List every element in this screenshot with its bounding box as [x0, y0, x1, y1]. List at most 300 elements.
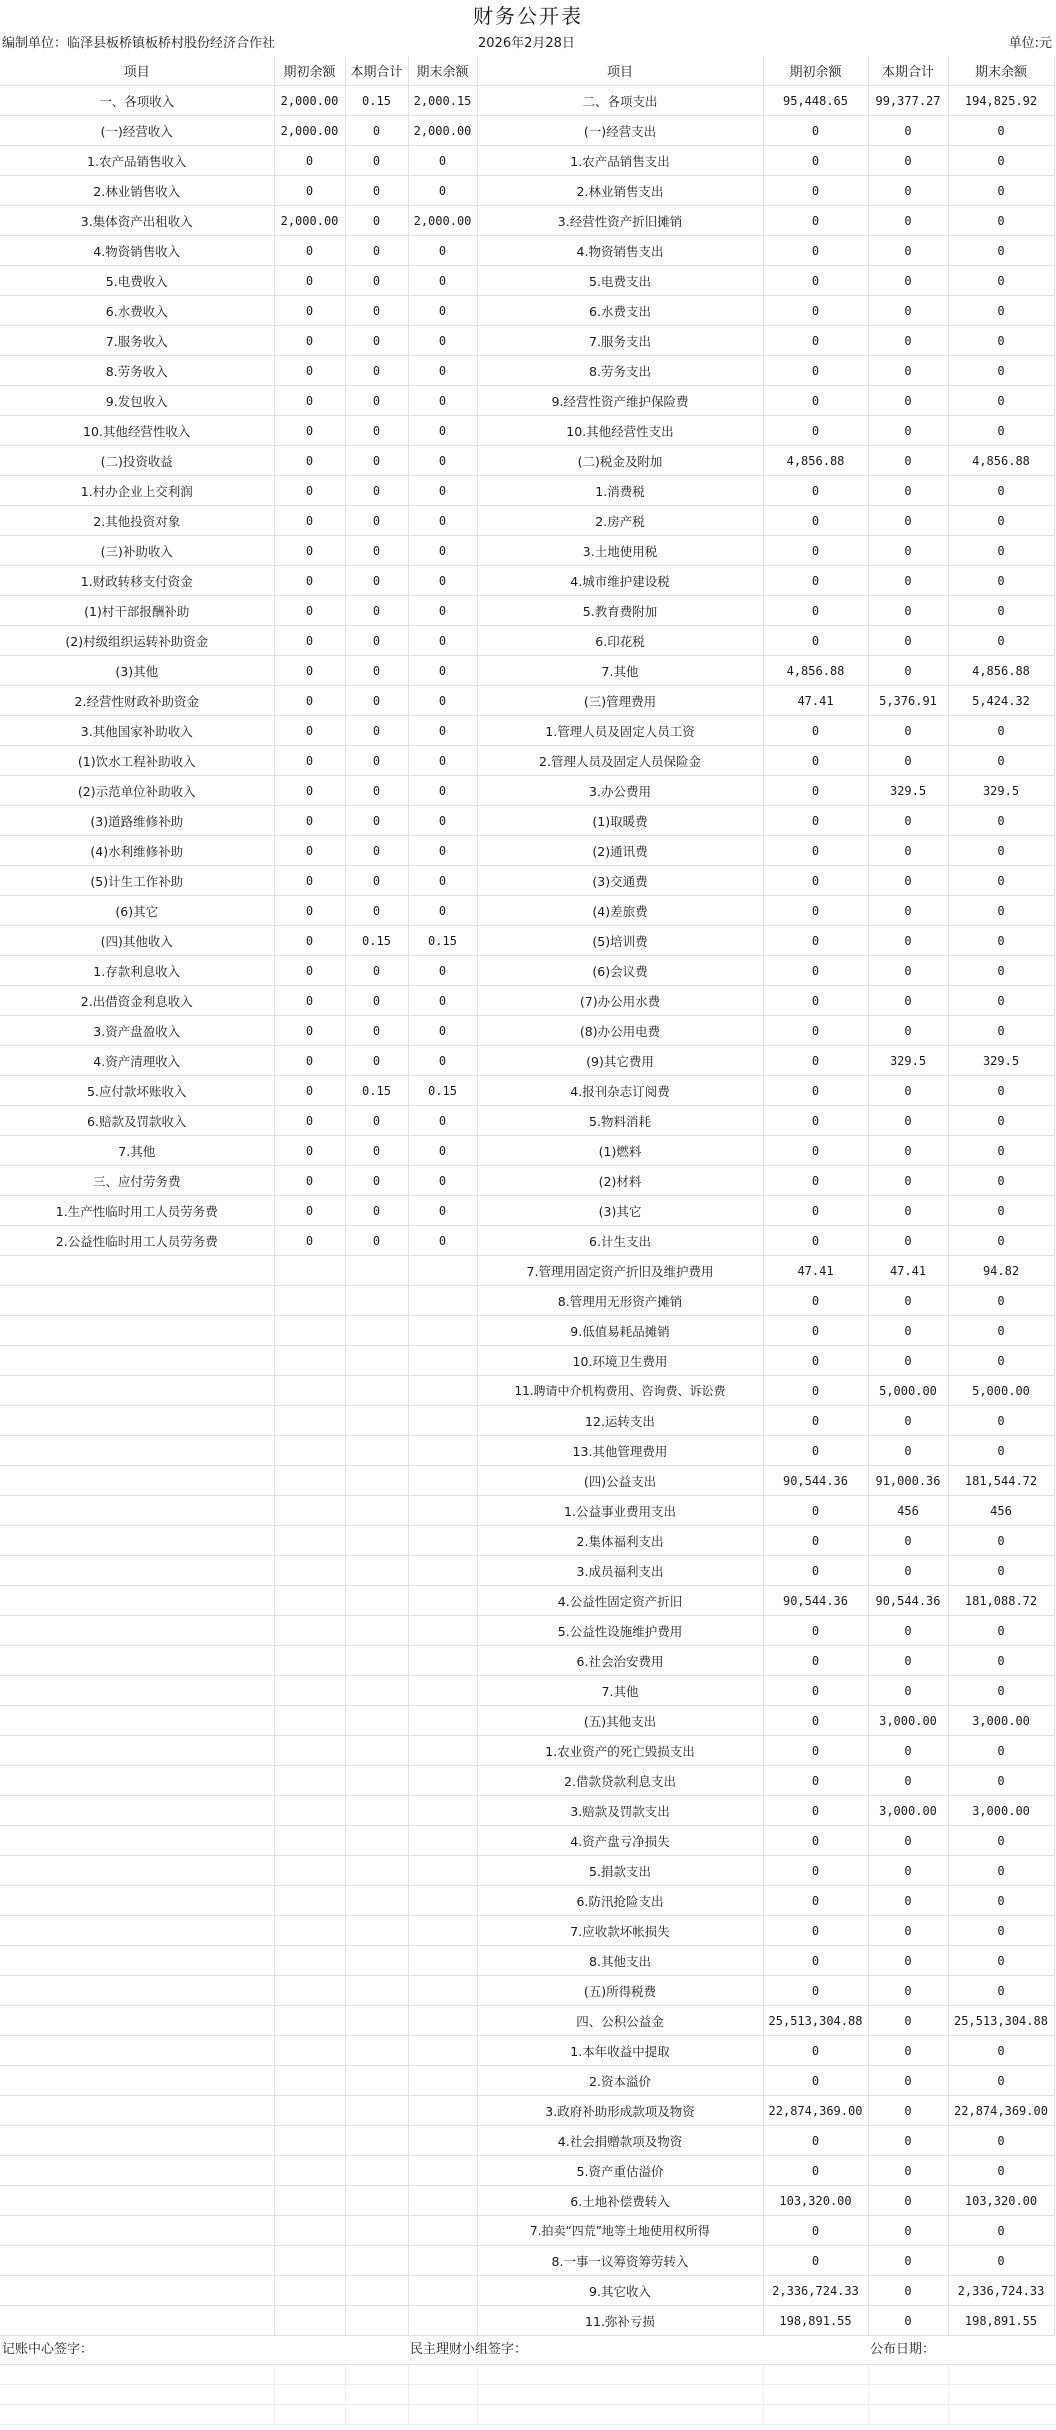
income-item-cell: 10.其他经营性收入: [0, 416, 274, 446]
expense-item-cell: 3.土地使用税: [477, 536, 763, 566]
expense-period-cell: 0: [868, 1976, 948, 2006]
expense-begin-cell: 0: [763, 176, 868, 206]
expense-item-cell: 8.一事一议筹资筹劳转入: [477, 2246, 763, 2276]
expense-item-cell: (2)通讯费: [477, 836, 763, 866]
table-row: [0, 2306, 1054, 2336]
table-row: [0, 2066, 1054, 2096]
income-item-cell: (四)其他收入: [0, 926, 274, 956]
income-begin-cell: 0: [274, 986, 345, 1016]
table-row: [0, 746, 1054, 776]
income-end-cell: 0: [408, 266, 477, 296]
income-period-cell: 0: [345, 1016, 408, 1046]
table-row: [0, 476, 1054, 506]
expense-begin-cell: 0: [763, 1286, 868, 1316]
expense-item-cell: 4.公益性固定资产折旧: [477, 1586, 763, 1616]
expense-period-cell: 0: [868, 1676, 948, 1706]
table-row: [0, 1586, 1054, 1616]
empty-cell: [0, 1286, 274, 1316]
expense-item-cell: 5.捐款支出: [477, 1856, 763, 1886]
expense-begin-cell: 0: [763, 1346, 868, 1376]
expense-item-cell: 9.经营性资产维护保险费: [477, 386, 763, 416]
empty-cell: [408, 1976, 477, 2006]
expense-end-cell: 0: [948, 866, 1054, 896]
empty-cell: [345, 2066, 408, 2096]
empty-cell: [408, 1556, 477, 1586]
income-item-cell: (3)道路维修补助: [0, 806, 274, 836]
table-row: [0, 656, 1054, 686]
income-end-cell: 2,000.15: [408, 86, 477, 116]
expense-end-cell: 3,000.00: [948, 1706, 1054, 1736]
income-begin-cell: 0: [274, 1046, 345, 1076]
expense-period-cell: 0: [868, 1016, 948, 1046]
organization-label: 编制单位：临泽县板桥镇板桥村股份经济合作社: [2, 36, 276, 51]
empty-cell: [345, 1976, 408, 2006]
empty-cell: [0, 2126, 274, 2156]
table-row: [0, 2126, 1054, 2156]
expense-end-cell: 181,088.72: [948, 1586, 1054, 1616]
table-row: [0, 626, 1054, 656]
income-begin-cell: 0: [274, 776, 345, 806]
empty-cell: [345, 1616, 408, 1646]
expense-begin-cell: 47.41: [763, 1256, 868, 1286]
income-item-cell: 1.存款利息收入: [0, 956, 274, 986]
expense-end-cell: 3,000.00: [948, 1796, 1054, 1826]
empty-cell: [345, 1706, 408, 1736]
expense-end-cell: 0: [948, 1196, 1054, 1226]
empty-cell: [408, 1376, 477, 1406]
empty-cell: [408, 1436, 477, 1466]
empty-cell: [345, 2006, 408, 2036]
income-period-cell: 0: [345, 986, 408, 1016]
income-end-cell: 0: [408, 416, 477, 446]
income-end-cell: 0: [408, 866, 477, 896]
empty-cell: [408, 2126, 477, 2156]
expense-period-cell: 3,000.00: [868, 1796, 948, 1826]
expense-end-cell: 0: [948, 1346, 1054, 1376]
expense-item-cell: 2.资本溢价: [477, 2066, 763, 2096]
expense-period-cell: 0: [868, 1316, 948, 1346]
expense-begin-cell: 0: [763, 386, 868, 416]
expense-end-cell: 0: [948, 596, 1054, 626]
expense-begin-cell: 22,874,369.00: [763, 2096, 868, 2126]
table-row: [0, 1556, 1054, 1586]
income-end-cell: 0: [408, 806, 477, 836]
income-item-cell: (3)其他: [0, 656, 274, 686]
expense-period-cell: 91,000.36: [868, 1466, 948, 1496]
expense-item-cell: 5.教育费附加: [477, 596, 763, 626]
empty-cell: [0, 1766, 274, 1796]
expense-begin-cell: 0: [763, 776, 868, 806]
income-item-cell: (2)示范单位补助收入: [0, 776, 274, 806]
expense-end-cell: 0: [948, 1616, 1054, 1646]
expense-item-cell: 7.服务支出: [477, 326, 763, 356]
expense-begin-cell: 95,448.65: [763, 86, 868, 116]
table-row: [0, 506, 1054, 536]
expense-period-cell: 99,377.27: [868, 86, 948, 116]
income-end-cell: 0: [408, 1016, 477, 1046]
expense-begin-cell: 0: [763, 1766, 868, 1796]
expense-begin-cell: 0: [763, 1616, 868, 1646]
expense-end-cell: 22,874,369.00: [948, 2096, 1054, 2126]
column-header: 本期合计: [345, 56, 408, 86]
table-row: [0, 86, 1054, 116]
expense-begin-cell: 0: [763, 1976, 868, 2006]
table-row: [0, 1466, 1054, 1496]
expense-end-cell: 0: [948, 1646, 1054, 1676]
income-end-cell: 0: [408, 356, 477, 386]
income-end-cell: 0: [408, 566, 477, 596]
expense-period-cell: 0: [868, 896, 948, 926]
expense-end-cell: 4,856.88: [948, 656, 1054, 686]
income-begin-cell: 0: [274, 536, 345, 566]
expense-period-cell: 0: [868, 806, 948, 836]
expense-period-cell: 0: [868, 416, 948, 446]
empty-cell: [408, 1676, 477, 1706]
expense-end-cell: 0: [948, 1166, 1054, 1196]
expense-item-cell: 8.管理用无形资产摊销: [477, 1286, 763, 1316]
expense-begin-cell: 0: [763, 1706, 868, 1736]
expense-end-cell: 0: [948, 1856, 1054, 1886]
expense-end-cell: 329.5: [948, 1046, 1054, 1076]
table-row: [0, 1706, 1054, 1736]
table-row: [0, 566, 1054, 596]
empty-cell: [0, 2096, 274, 2126]
expense-period-cell: 0: [868, 2306, 948, 2336]
income-item-cell: 3.其他国家补助收入: [0, 716, 274, 746]
empty-cell: [345, 1826, 408, 1856]
empty-cell: [345, 1886, 408, 1916]
empty-cell: [0, 1496, 274, 1526]
empty-cell: [274, 1706, 345, 1736]
column-header: 本期合计: [868, 56, 948, 86]
expense-period-cell: 0: [868, 2066, 948, 2096]
expense-end-cell: 0: [948, 1136, 1054, 1166]
expense-end-cell: 0: [948, 956, 1054, 986]
expense-end-cell: 0: [948, 1736, 1054, 1766]
empty-cell: [345, 1526, 408, 1556]
expense-begin-cell: 0: [763, 806, 868, 836]
expense-end-cell: 0: [948, 1826, 1054, 1856]
expense-item-cell: 3.办公费用: [477, 776, 763, 806]
empty-cell: [408, 1856, 477, 1886]
expense-item-cell: 11.聘请中介机构费用、咨询费、诉讼费: [477, 1376, 763, 1406]
expense-end-cell: 0: [948, 1766, 1054, 1796]
income-begin-cell: 0: [274, 1076, 345, 1106]
expense-period-cell: 456: [868, 1496, 948, 1526]
income-period-cell: 0: [345, 656, 408, 686]
table-row: [0, 956, 1054, 986]
expense-end-cell: 0: [948, 1436, 1054, 1466]
expense-end-cell: 0: [948, 1076, 1054, 1106]
empty-cell: [345, 1736, 408, 1766]
empty-cell: [274, 2156, 345, 2186]
expense-item-cell: (三)管理费用: [477, 686, 763, 716]
expense-item-cell: 4.资产盘亏净损失: [477, 1826, 763, 1856]
expense-item-cell: (9)其它费用: [477, 1046, 763, 1076]
expense-end-cell: 0: [948, 1286, 1054, 1316]
expense-begin-cell: 0: [763, 1916, 868, 1946]
expense-item-cell: 6.水费支出: [477, 296, 763, 326]
empty-cell: [345, 1856, 408, 1886]
income-period-cell: 0: [345, 1136, 408, 1166]
income-item-cell: 7.其他: [0, 1136, 274, 1166]
expense-end-cell: 194,825.92: [948, 86, 1054, 116]
table-row: [0, 1916, 1054, 1946]
empty-cell: [408, 2066, 477, 2096]
empty-cell: [274, 1286, 345, 1316]
empty-cell: [274, 1736, 345, 1766]
income-begin-cell: 0: [274, 506, 345, 536]
table-row: [0, 1196, 1054, 1226]
empty-cell: [408, 1406, 477, 1436]
income-item-cell: 3.资产盘盈收入: [0, 1016, 274, 1046]
table-row: [0, 386, 1054, 416]
income-end-cell: 0: [408, 326, 477, 356]
expense-end-cell: 0: [948, 536, 1054, 566]
empty-cell: [345, 2036, 408, 2066]
table-row: [0, 1646, 1054, 1676]
signature-footer: [0, 2336, 1056, 2365]
expense-end-cell: 0: [948, 836, 1054, 866]
income-begin-cell: 0: [274, 746, 345, 776]
empty-cell: [408, 1826, 477, 1856]
column-header: 期末余额: [408, 56, 477, 86]
expense-end-cell: 0: [948, 1916, 1054, 1946]
empty-cell: [345, 1676, 408, 1706]
expense-begin-cell: 0: [763, 1406, 868, 1436]
expense-begin-cell: 0: [763, 1376, 868, 1406]
empty-cell: [274, 1586, 345, 1616]
expense-end-cell: 181,544.72: [948, 1466, 1054, 1496]
table-row: [0, 716, 1054, 746]
expense-end-cell: 0: [948, 2216, 1054, 2246]
income-item-cell: 2.经营性财政补助资金: [0, 686, 274, 716]
expense-period-cell: 0: [868, 1916, 948, 1946]
empty-cell: [0, 1856, 274, 1886]
empty-cell: [274, 1676, 345, 1706]
table-row: [0, 866, 1054, 896]
table-row: [0, 206, 1054, 236]
expense-period-cell: 0: [868, 746, 948, 776]
expense-end-cell: 94.82: [948, 1256, 1054, 1286]
table-row: [0, 446, 1054, 476]
income-begin-cell: 2,000.00: [274, 116, 345, 146]
income-begin-cell: 0: [274, 566, 345, 596]
expense-item-cell: 4.社会捐赠款项及物资: [477, 2126, 763, 2156]
income-period-cell: 0: [345, 566, 408, 596]
expense-begin-cell: 0: [763, 1826, 868, 1856]
expense-period-cell: 0: [868, 2216, 948, 2246]
income-item-cell: 2.公益性临时用工人员劳务费: [0, 1226, 274, 1256]
table-row: [0, 1286, 1054, 1316]
expense-period-cell: 0: [868, 2096, 948, 2126]
expense-item-cell: 11.弥补亏损: [477, 2306, 763, 2336]
expense-begin-cell: 0: [763, 836, 868, 866]
empty-cell: [0, 1706, 274, 1736]
empty-cell: [274, 2246, 345, 2276]
expense-end-cell: 0: [948, 1946, 1054, 1976]
expense-begin-cell: 0: [763, 1136, 868, 1166]
expense-end-cell: 25,513,304.88: [948, 2006, 1054, 2036]
expense-item-cell: (五)其他支出: [477, 1706, 763, 1736]
expense-end-cell: 0: [948, 266, 1054, 296]
expense-end-cell: 0: [948, 2156, 1054, 2186]
expense-begin-cell: 90,544.36: [763, 1466, 868, 1496]
empty-cell: [274, 2036, 345, 2066]
table-row: [0, 146, 1054, 176]
expense-period-cell: 0: [868, 1166, 948, 1196]
income-item-cell: 2.林业销售收入: [0, 176, 274, 206]
income-item-cell: (1)村干部报酬补助: [0, 596, 274, 626]
expense-begin-cell: 0: [763, 476, 868, 506]
expense-period-cell: 0: [868, 566, 948, 596]
expense-period-cell: 0: [868, 146, 948, 176]
expense-end-cell: 2,336,724.33: [948, 2276, 1054, 2306]
empty-cell: [0, 1916, 274, 1946]
table-row: [0, 686, 1054, 716]
column-header: 期初余额: [763, 56, 868, 86]
table-row: [0, 1256, 1054, 1286]
expense-period-cell: 0: [868, 1736, 948, 1766]
income-begin-cell: 0: [274, 416, 345, 446]
table-row: [0, 2276, 1054, 2306]
expense-begin-cell: 0: [763, 2126, 868, 2156]
empty-cell: [0, 1556, 274, 1586]
expense-item-cell: 5.物料消耗: [477, 1106, 763, 1136]
income-begin-cell: 0: [274, 1016, 345, 1046]
expense-begin-cell: 0: [763, 1856, 868, 1886]
table-row: [0, 1346, 1054, 1376]
table-row: [0, 1496, 1054, 1526]
income-end-cell: 0: [408, 1136, 477, 1166]
expense-item-cell: (五)所得税费: [477, 1976, 763, 2006]
table-row: [0, 266, 1054, 296]
expense-period-cell: 0: [868, 1886, 948, 1916]
income-period-cell: 0: [345, 476, 408, 506]
income-end-cell: 0.15: [408, 926, 477, 956]
income-item-cell: 1.农产品销售收入: [0, 146, 274, 176]
income-period-cell: 0: [345, 236, 408, 266]
income-item-cell: (二)投资收益: [0, 446, 274, 476]
income-end-cell: 0: [408, 656, 477, 686]
income-end-cell: 0: [408, 596, 477, 626]
expense-period-cell: 0: [868, 476, 948, 506]
expense-end-cell: 0: [948, 476, 1054, 506]
empty-cell: [274, 1466, 345, 1496]
expense-begin-cell: 0: [763, 1946, 868, 1976]
expense-end-cell: 0: [948, 1556, 1054, 1586]
expense-period-cell: 0: [868, 506, 948, 536]
table-row: [0, 806, 1054, 836]
expense-end-cell: 0: [948, 1526, 1054, 1556]
expense-end-cell: 0: [948, 236, 1054, 266]
expense-begin-cell: 0: [763, 2246, 868, 2276]
table-row: [0, 2216, 1054, 2246]
expense-item-cell: 7.管理用固定资产折旧及维护费用: [477, 1256, 763, 1286]
empty-cell: [274, 1556, 345, 1586]
expense-period-cell: 0: [868, 1556, 948, 1586]
header-meta: [0, 32, 1056, 56]
expense-period-cell: 0: [868, 866, 948, 896]
income-item-cell: 5.应付款坏账收入: [0, 1076, 274, 1106]
empty-cell: [0, 2246, 274, 2276]
income-end-cell: 0: [408, 896, 477, 926]
income-item-cell: 4.物资销售收入: [0, 236, 274, 266]
income-item-cell: 6.赔款及罚款收入: [0, 1106, 274, 1136]
table-row: [0, 326, 1054, 356]
expense-begin-cell: 0: [763, 566, 868, 596]
empty-cell: [345, 1586, 408, 1616]
income-period-cell: 0: [345, 446, 408, 476]
expense-period-cell: 0: [868, 2126, 948, 2156]
income-period-cell: 0: [345, 596, 408, 626]
expense-begin-cell: 0: [763, 2036, 868, 2066]
expense-period-cell: 0: [868, 206, 948, 236]
expense-period-cell: 0: [868, 356, 948, 386]
income-item-cell: (2)村级组织运转补助资金: [0, 626, 274, 656]
income-begin-cell: 0: [274, 686, 345, 716]
expense-period-cell: 0: [868, 1766, 948, 1796]
empty-cell: [0, 1436, 274, 1466]
blank-grid-row: [0, 2405, 1056, 2425]
expense-period-cell: 0: [868, 2186, 948, 2216]
income-period-cell: 0: [345, 806, 408, 836]
expense-begin-cell: 0: [763, 146, 868, 176]
empty-cell: [408, 1526, 477, 1556]
empty-cell: [345, 2186, 408, 2216]
expense-period-cell: 0: [868, 1436, 948, 1466]
empty-cell: [408, 1736, 477, 1766]
income-begin-cell: 0: [274, 806, 345, 836]
table-row: [0, 896, 1054, 926]
empty-cell: [408, 1466, 477, 1496]
empty-cell: [0, 1676, 274, 1706]
income-period-cell: 0: [345, 1166, 408, 1196]
income-item-cell: 3.集体资产出租收入: [0, 206, 274, 236]
empty-cell: [0, 2156, 274, 2186]
expense-period-cell: 0: [868, 2156, 948, 2186]
empty-cell: [0, 1526, 274, 1556]
income-begin-cell: 0: [274, 1226, 345, 1256]
empty-cell: [345, 1256, 408, 1286]
table-row: [0, 2186, 1054, 2216]
expense-period-cell: 90,544.36: [868, 1586, 948, 1616]
expense-begin-cell: 0: [763, 266, 868, 296]
expense-period-cell: 0: [868, 986, 948, 1016]
expense-begin-cell: 0: [763, 1076, 868, 1106]
empty-cell: [408, 1256, 477, 1286]
expense-end-cell: 0: [948, 1226, 1054, 1256]
empty-cell: [345, 1646, 408, 1676]
empty-cell: [408, 1646, 477, 1676]
finance-committee-signature: 民主理财小组签字：: [410, 2342, 528, 2357]
income-period-cell: 0: [345, 356, 408, 386]
income-begin-cell: 0: [274, 356, 345, 386]
expense-end-cell: 0: [948, 896, 1054, 926]
column-header: 期末余额: [948, 56, 1054, 86]
expense-period-cell: 0: [868, 1616, 948, 1646]
empty-cell: [274, 2216, 345, 2246]
empty-cell: [345, 1916, 408, 1946]
expense-begin-cell: 0: [763, 2066, 868, 2096]
expense-begin-cell: 0: [763, 1646, 868, 1676]
expense-item-cell: (四)公益支出: [477, 1466, 763, 1496]
expense-item-cell: 7.应收款坏帐损失: [477, 1916, 763, 1946]
income-item-cell: 4.资产清理收入: [0, 1046, 274, 1076]
expense-item-cell: 二、各项支出: [477, 86, 763, 116]
table-row: [0, 176, 1054, 206]
empty-cell: [274, 1526, 345, 1556]
